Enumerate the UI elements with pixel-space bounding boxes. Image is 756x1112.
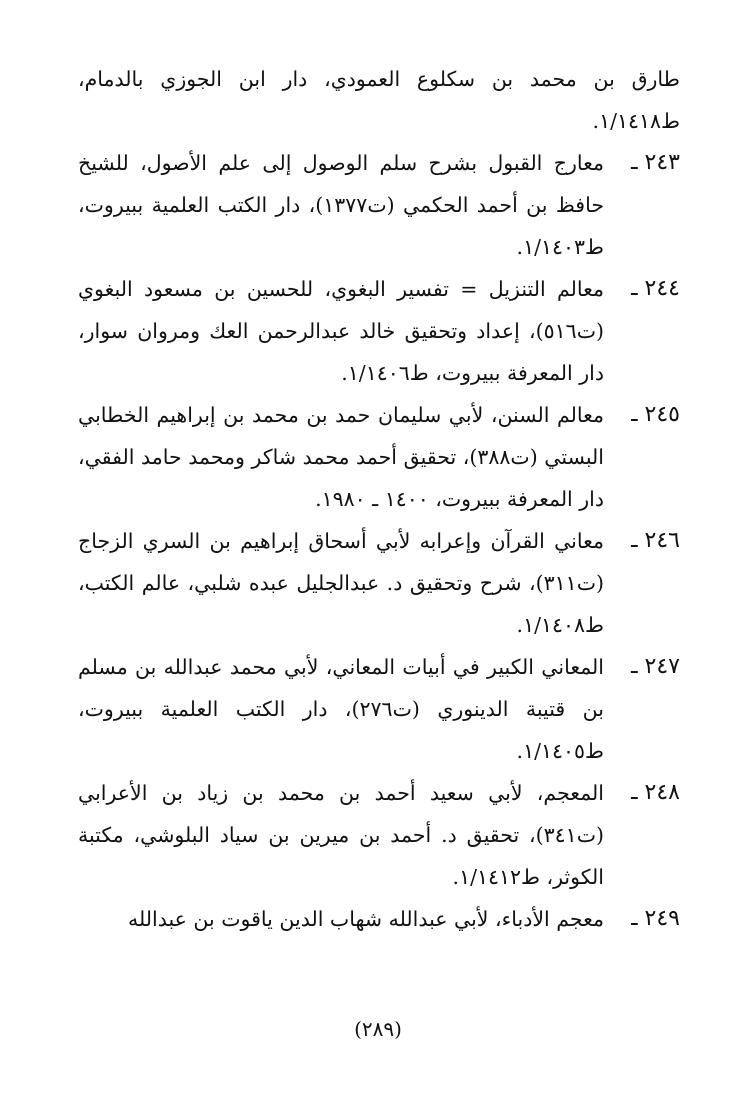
bibliography-entry-248 [78,772,680,898]
entry-text: معالم السنن، لأبي سليمان حمد بن محمد بن إبراهيم الخطابي البستي (ت٣٨٨)، تحقيق أحمد محمد شاكر ومحمد حامد الفقي، دار المعرفة ببيروت، ١٤٠٠ ـ ١٩٨٠. [78,403,604,511]
entry-number: ٢٤٩ ـ [631,906,680,931]
entry-number: ٢٤٥ ـ [631,402,680,427]
entry-number: ٢٤٣ ـ [631,150,680,175]
bibliography-entry-246 [78,520,680,646]
entry-text: معالم التنزيل = تفسير البغوي، للحسين بن مسعود البغوي (ت٥١٦)، إعداد وتحقيق خالد عبدالرحمن العك ومروان سوار، دار المعرفة ببيروت، ط١/١٤٠٦. [78,277,604,385]
entry-text: المعاني الكبير في أبيات المعاني، لأبي محمد عبدالله بن مسلم بن قتيبة الدينوري (ت٢٧٦)، دار الكتب العلمية ببيروت، ط١/١٤٠٥. [78,655,604,763]
bibliography-entry-247 [78,646,680,772]
page-number: (٢٨٩) [354,1017,402,1041]
entry-number: ٢٤٨ ـ [631,780,680,805]
bibliography-entry-249 [78,898,680,940]
bibliography-entry-continuation [78,58,680,142]
entry-number: ٢٤٦ ـ [631,528,680,553]
bibliography-entry-243 [78,142,680,268]
entry-number: ٢٤٧ ـ [631,654,680,679]
entry-text: معجم الأدباء، لأبي عبدالله شهاب الدين ياقوت بن عبدالله [127,907,604,931]
bibliography-entry-244 [78,268,680,394]
entry-text: المعجم، لأبي سعيد أحمد بن محمد بن زياد بن الأعرابي (ت٣٤١)، تحقيق د. أحمد بن ميرين بن سياد البلوشي، مكتبة الكوثر، ط١/١٤١٢. [78,781,604,889]
bibliography-page [78,58,680,940]
entry-text: معاني القرآن وإعرابه لأبي أسحاق إبراهيم بن السري الزجاج (ت٣١١)، شرح وتحقيق د. عبدالجليل عبده شلبي، عالم الكتب، ط١/١٤٠٨. [78,529,604,637]
entry-number: ٢٤٤ ـ [631,276,680,301]
entry-text: طارق بن محمد بن سكلوع العمودي، دار ابن الجوزي بالدمام، ط١/١٤١٨. [78,67,680,133]
bibliography-entry-245 [78,394,680,520]
entry-text: معارج القبول بشرح سلم الوصول إلى علم الأصول، للشيخ حافظ بن أحمد الحكمي (ت١٣٧٧)، دار الكتب العلمية ببيروت، ط١/١٤٠٣. [78,151,604,259]
